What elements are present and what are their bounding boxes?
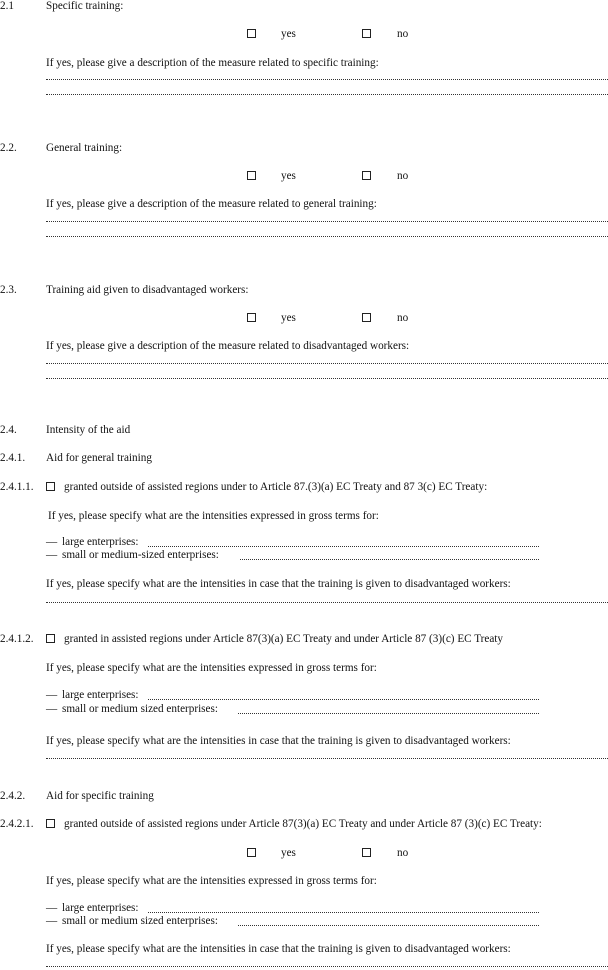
intensity-prompt: If yes, please specify what are the intensities expressed in gross terms for: <box>46 662 377 674</box>
description-line[interactable] <box>46 94 608 95</box>
description-line[interactable] <box>46 221 608 222</box>
large-enterprises-field[interactable] <box>148 912 539 913</box>
disadvantaged-prompt: If yes, please specify what are the intensities in case that the training is given to disadvantaged workers: <box>46 578 511 590</box>
dash: — <box>46 703 58 715</box>
intensity-prompt: If yes, please specify what are the intensities expressed in gross terms for: <box>48 510 379 522</box>
no-checkbox[interactable] <box>362 29 371 38</box>
granted-checkbox[interactable] <box>46 482 55 491</box>
description-prompt: If yes, please give a description of the measure related to specific training: <box>46 57 379 69</box>
large-enterprises-field[interactable] <box>148 546 539 547</box>
no-label: no <box>397 847 409 859</box>
dash: — <box>46 902 58 914</box>
small-medium-enterprises-field[interactable] <box>238 713 539 714</box>
section-number: 2.4.2.1. <box>0 818 34 830</box>
yes-label: yes <box>281 170 296 182</box>
yes-label: yes <box>281 312 296 324</box>
yes-checkbox[interactable] <box>247 171 256 180</box>
no-label: no <box>397 170 409 182</box>
disadvantaged-field[interactable] <box>46 758 608 759</box>
large-enterprises-field[interactable] <box>148 699 539 700</box>
section-title: Intensity of the aid <box>46 424 131 436</box>
dash: — <box>46 915 58 927</box>
section-number: 2.1 <box>0 0 14 12</box>
yes-label: yes <box>281 847 296 859</box>
section-number: 2.4.1.1. <box>0 481 34 493</box>
small-medium-enterprises-label: small or medium-sized enterprises: <box>62 549 219 561</box>
small-medium-enterprises-label: small or medium sized enterprises: <box>62 915 218 927</box>
large-enterprises-label: large enterprises: <box>62 536 139 548</box>
description-prompt: If yes, please give a description of the measure related to disadvantaged workers: <box>46 340 410 352</box>
dash: — <box>46 549 58 561</box>
description-line[interactable] <box>46 363 608 364</box>
yes-label: yes <box>281 28 296 40</box>
section-title: Aid for general training <box>46 452 152 464</box>
no-checkbox[interactable] <box>362 313 371 322</box>
section-title: granted outside of assisted regions under to Article 87.(3)(a) EC Treaty and 87 3(c) EC Treaty: <box>64 481 488 493</box>
granted-checkbox[interactable] <box>46 819 55 828</box>
section-number: 2.4.1. <box>0 452 26 464</box>
disadvantaged-prompt: If yes, please specify what are the intensities in case that the training is given to disadvantaged workers: <box>46 735 511 747</box>
disadvantaged-field[interactable] <box>46 966 608 967</box>
section-number: 2.4.1.2. <box>0 633 34 645</box>
yes-checkbox[interactable] <box>247 848 256 857</box>
no-checkbox[interactable] <box>362 171 371 180</box>
description-line[interactable] <box>46 236 608 237</box>
large-enterprises-label: large enterprises: <box>62 689 139 701</box>
large-enterprises-label: large enterprises: <box>62 902 139 914</box>
disadvantaged-prompt: If yes, please specify what are the intensities in case that the training is given to disadvantaged workers: <box>46 943 511 955</box>
yes-checkbox[interactable] <box>247 313 256 322</box>
intensity-prompt: If yes, please specify what are the intensities expressed in gross terms for: <box>46 875 377 887</box>
section-title: granted outside of assisted regions under Article 87(3)(a) EC Treaty and under Article 87 (3)(c) EC Treaty: <box>64 818 542 830</box>
yes-checkbox[interactable] <box>247 29 256 38</box>
section-title: Training aid given to disadvantaged workers: <box>46 284 249 296</box>
granted-checkbox[interactable] <box>46 634 55 643</box>
dash: — <box>46 689 58 701</box>
disadvantaged-field[interactable] <box>46 602 608 603</box>
section-title: granted in assisted regions under Article 87(3)(a) EC Treaty and under Article 87 (3)(c) EC Treaty <box>64 633 504 645</box>
small-medium-enterprises-label: small or medium sized enterprises: <box>62 703 218 715</box>
description-prompt: If yes, please give a description of the measure related to general training: <box>46 198 377 210</box>
small-medium-enterprises-field[interactable] <box>238 925 539 926</box>
section-number: 2.4. <box>0 424 17 436</box>
section-number: 2.4.2. <box>0 790 26 802</box>
section-number: 2.2. <box>0 142 17 154</box>
section-title: Aid for specific training <box>46 790 154 802</box>
description-line[interactable] <box>46 79 608 80</box>
no-label: no <box>397 312 409 324</box>
dash: — <box>46 536 58 548</box>
section-title: Specific training: <box>46 0 124 12</box>
description-line[interactable] <box>46 378 608 379</box>
small-medium-enterprises-field[interactable] <box>240 559 539 560</box>
no-label: no <box>397 28 409 40</box>
no-checkbox[interactable] <box>362 848 371 857</box>
section-number: 2.3. <box>0 284 17 296</box>
section-title: General training: <box>46 142 123 154</box>
